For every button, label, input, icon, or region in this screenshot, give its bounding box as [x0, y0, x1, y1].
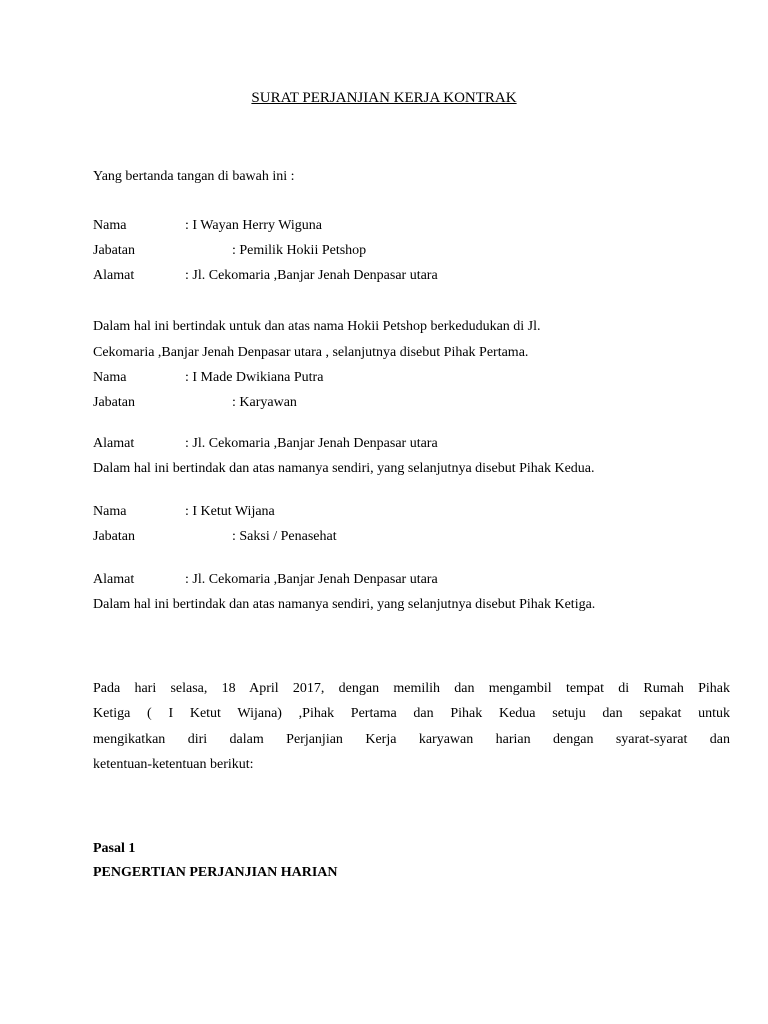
party1-alamat-value: : Jl. Cekomaria ,Banjar Jenah Denpasar utara	[185, 268, 438, 283]
agreement-line1: Pada hari selasa, 18 April 2017, dengan memilih dan mengambil tempat di Rumah Pihak	[93, 681, 730, 696]
agreement-line3: mengikatkan diri dalam Perjanjian Kerja karyawan harian dengan syarat-syarat dan	[93, 732, 730, 747]
party1-nama-value: : I Wayan Herry Wiguna	[185, 218, 322, 233]
party3-alamat-value: : Jl. Cekomaria ,Banjar Jenah Denpasar utara	[185, 572, 438, 587]
party1-jabatan-label: Jabatan	[93, 243, 135, 258]
party1-jabatan-value: : Pemilik Hokii Petshop	[232, 243, 367, 258]
party1-description-line2: Cekomaria ,Banjar Jenah Denpasar utara , selanjutnya disebut Pihak Pertama.	[93, 345, 529, 360]
party1-description-line1: Dalam hal ini bertindak untuk dan atas nama Hokii Petshop berkedudukan di Jl.	[93, 319, 541, 334]
party2-jabatan-label: Jabatan	[93, 395, 135, 410]
party2-nama-value: : I Made Dwikiana Putra	[185, 370, 324, 385]
agreement-line2: Ketiga ( I Ketut Wijana) ,Pihak Pertama dan Pihak Kedua setuju dan sepakat untuk	[93, 706, 730, 721]
pasal-heading: PENGERTIAN PERJANJIAN HARIAN	[93, 865, 338, 880]
party1-alamat-label: Alamat	[93, 268, 135, 283]
agreement-line4: ketentuan-ketentuan berikut:	[93, 757, 254, 772]
party2-jabatan-value: : Karyawan	[232, 395, 297, 410]
pasal-number: Pasal 1	[93, 841, 136, 856]
party3-description: Dalam hal ini bertindak dan atas namanya sendiri, yang selanjutnya disebut Pihak Ketiga.	[93, 597, 596, 612]
party2-alamat-label: Alamat	[93, 436, 135, 451]
party2-nama-label: Nama	[93, 370, 127, 385]
party3-jabatan-label: Jabatan	[93, 529, 135, 544]
party3-alamat-label: Alamat	[93, 572, 135, 587]
party2-alamat-value: : Jl. Cekomaria ,Banjar Jenah Denpasar utara	[185, 436, 438, 451]
party1-nama-label: Nama	[93, 218, 127, 233]
document-title: SURAT PERJANJIAN KERJA KONTRAK	[251, 90, 517, 106]
party3-nama-label: Nama	[93, 504, 127, 519]
party3-nama-value: : I Ketut Wijana	[185, 504, 275, 519]
intro-text: Yang bertanda tangan di bawah ini :	[93, 169, 295, 184]
party3-jabatan-value: : Saksi / Penasehat	[232, 529, 337, 544]
party2-description: Dalam hal ini bertindak dan atas namanya sendiri, yang selanjutnya disebut Pihak Kedua.	[93, 461, 595, 476]
